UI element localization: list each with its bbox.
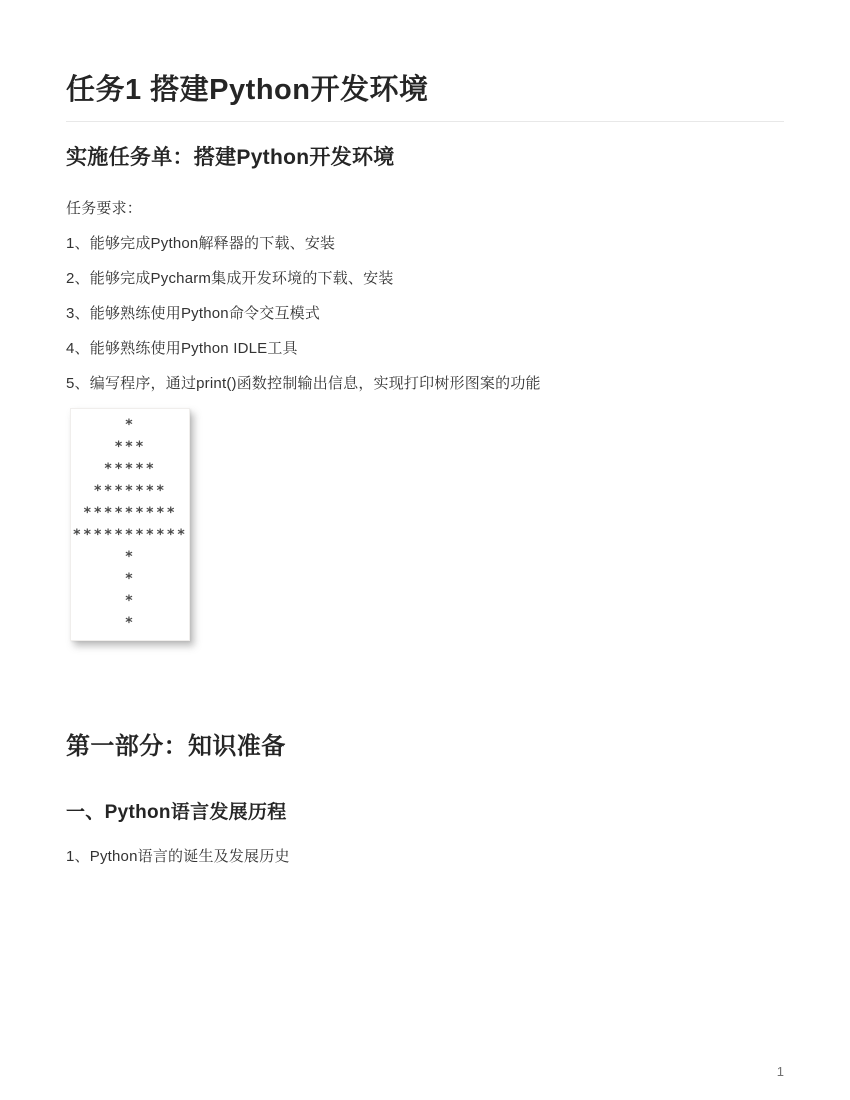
tree-row: *** [114,439,146,455]
requirement-item-4: 4、能够熟练使用Python IDLE工具 [66,340,298,357]
document-title: 任务1 搭建Python开发环境 [66,70,784,122]
page-number: 1 [776,1064,784,1079]
tree-row: ********* [83,505,177,521]
requirement-item-2: 2、能够完成Pycharm集成开发环境的下载、安装 [66,270,394,287]
tree-row: * [124,417,136,433]
part-one-heading: 第一部分：知识准备 [66,733,286,760]
task-requirements-intro: 任务要求： [66,200,143,217]
tree-output-image [70,408,190,641]
tree-row: ******* [93,483,167,499]
tree-row: * [124,593,136,609]
requirement-item-1: 1、能够完成Python解释器的下载、安装 [66,235,336,252]
tree-row: * [124,615,136,631]
tree-row: *********** [72,527,188,543]
requirement-item-5: 5、编写程序，通过print()函数控制输出信息，实现打印树形图案的功能 [66,375,541,392]
tree-row: ***** [103,461,157,477]
tree-row: * [124,571,136,587]
python-history-subheading: 一、Python语言发展历程 [66,802,287,823]
python-history-item-1: 1、Python语言的诞生及发展历史 [66,848,290,865]
tree-row: * [124,549,136,565]
task-sheet-heading: 实施任务单：搭建Python开发环境 [66,146,395,169]
requirement-item-3: 3、能够熟练使用Python命令交互模式 [66,305,321,322]
